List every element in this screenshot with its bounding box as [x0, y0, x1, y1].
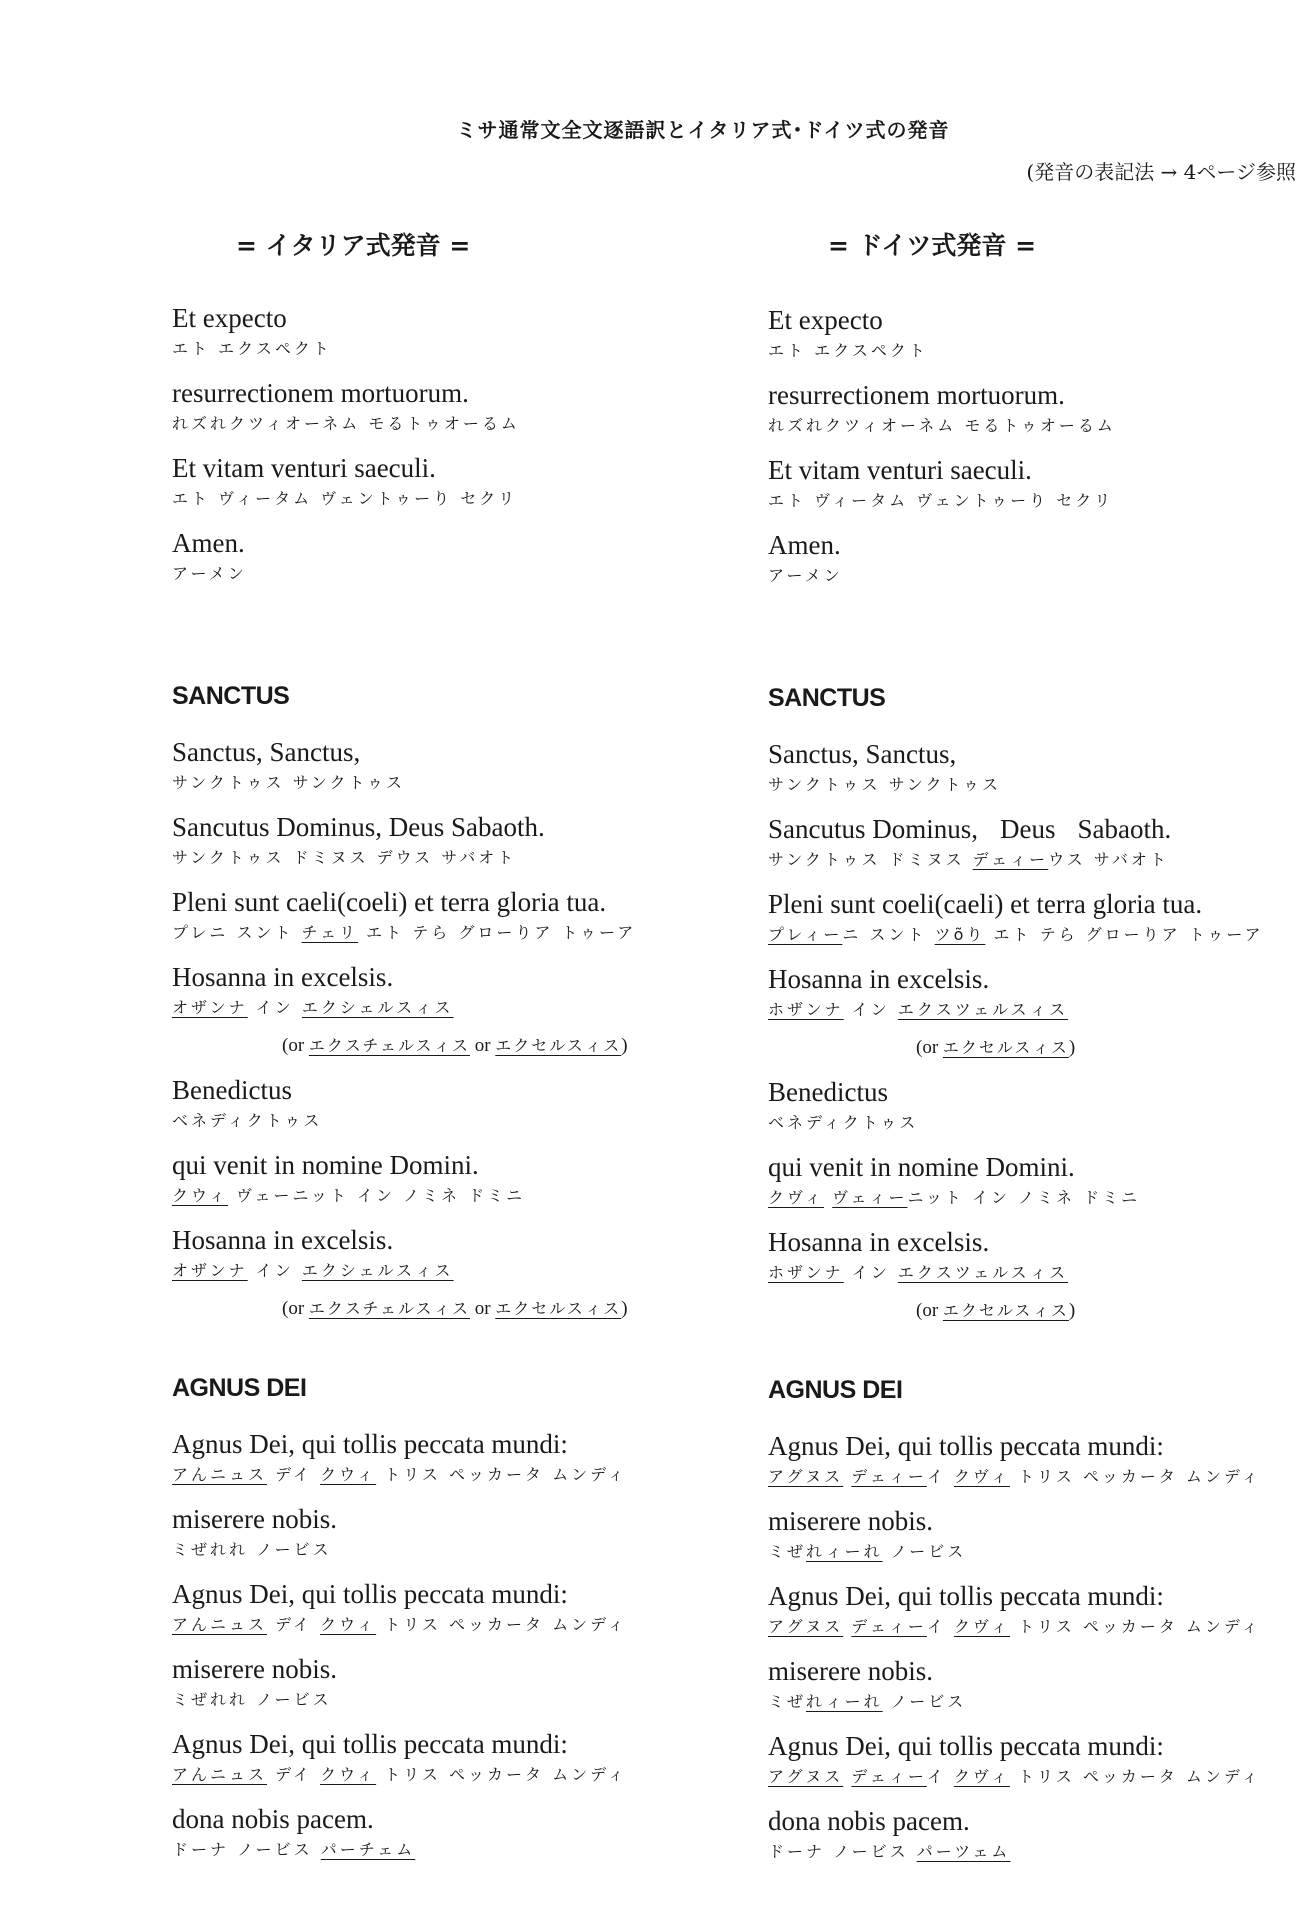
kana-underlined: デェィー [972, 850, 1049, 869]
kana-underlined: パーチェム [320, 1840, 416, 1859]
kana-text: ミぜ [768, 1692, 807, 1711]
kana-line: アーメン [172, 564, 247, 583]
kana-line [768, 1615, 1296, 1653]
latin-line: Amen. [768, 530, 841, 560]
kana-text: イン [247, 1261, 302, 1280]
kana-underlined: オザンナ [172, 998, 248, 1017]
kana-underlined: デェィー [851, 1467, 927, 1486]
alt-close: ) [1068, 1037, 1076, 1058]
latin-text: Deus [1000, 814, 1056, 844]
alt-open: (or [916, 1037, 943, 1058]
kana-underlined: デェィー [851, 1617, 927, 1636]
kana-line [172, 1259, 732, 1297]
kana-text: トリス ペッカータ ムンディ [376, 1765, 627, 1784]
kana-line [172, 996, 732, 1034]
alt-open: (or [282, 1298, 309, 1319]
kana-underlined: エクシェルスィス [301, 998, 454, 1017]
latin-line: Benedictus [172, 1075, 292, 1105]
latin-line: dona nobis pacem. [768, 1806, 970, 1836]
latin-line: miserere nobis. [172, 1504, 337, 1534]
kana-text [824, 1188, 832, 1207]
kana-line: サンクトゥス ドミヌス デウス サバオト [172, 848, 517, 867]
latin-line: Hosanna in excelsis. [768, 1227, 990, 1257]
kana-line: ベネディクトゥス [172, 1111, 323, 1130]
latin-text: Sabaoth. [1077, 814, 1172, 844]
latin-line: miserere nobis. [768, 1506, 933, 1536]
kana-line [768, 923, 1296, 961]
kana-text: トリス ペッカータ ムンディ [1009, 1467, 1261, 1486]
kana-line [768, 1261, 1296, 1299]
kana-underlined: アんニュス [172, 1465, 268, 1484]
kana-line: ベネディクトゥス [768, 1113, 919, 1132]
notation-note: (発音の表記法 → 4ページ参照 [1026, 160, 1296, 184]
latin-line: Pleni sunt caeli(coeli) et terra gloria tua. [172, 887, 607, 917]
kana-underlined: プレィー [768, 925, 843, 944]
latin-line: Et expecto [172, 303, 287, 333]
latin-line: Et vitam venturi saeculi. [172, 453, 436, 483]
kana-underlined: ホザンナ [768, 1263, 844, 1282]
kana-line: れズれクツィオーネム モるトゥオーるム [172, 414, 520, 433]
sanctus-german [768, 682, 1296, 1337]
kana-text: イ [926, 1467, 954, 1486]
kana-line [172, 1763, 732, 1801]
latin-line: Et expecto [768, 305, 883, 335]
kana-text: エト テら グローりア トゥーア [985, 925, 1264, 944]
section-title: SANCTUS [172, 682, 290, 710]
kana-underlined: クウィ [172, 1186, 229, 1205]
kana-text: プレニ スント [172, 923, 302, 942]
kana-line [768, 1765, 1296, 1803]
alternative-line [172, 1297, 732, 1335]
kana-text: サンクトゥス ドミヌス [768, 850, 973, 869]
latin-line: Agnus Dei, qui tollis peccata mundi: [172, 1729, 568, 1759]
kana-line [768, 848, 1296, 886]
kana-line [768, 1186, 1296, 1224]
latin-line: qui venit in nomine Domini. [768, 1152, 1075, 1182]
kana-underlined: クヴィ [953, 1767, 1010, 1786]
latin-line: Pleni sunt coeli(caeli) et terra gloria tua. [768, 889, 1203, 919]
latin-line: miserere nobis. [172, 1654, 337, 1684]
kana-text: ノービス [882, 1542, 967, 1561]
kana-underlined: アグヌス [768, 1467, 844, 1486]
kana-text: ノービス [882, 1692, 967, 1711]
kana-underlined: ヴェィー [832, 1188, 908, 1207]
kana-underlined: ホザンナ [768, 1000, 844, 1019]
latin-line: dona nobis pacem. [172, 1804, 374, 1834]
kana-line: ミぜれれ ノービス [172, 1690, 332, 1709]
kana-underlined: エクセルスィス [495, 1299, 622, 1318]
section-title: SANCTUS [768, 684, 886, 712]
section-title: AGNUS DEI [768, 1376, 903, 1404]
latin-line: Et vitam venturi saeculi. [768, 455, 1032, 485]
alt-or: or [469, 1298, 496, 1319]
kana-text: ミぜ [768, 1542, 807, 1561]
kana-line [768, 998, 1296, 1036]
kana-text: デイ [267, 1765, 321, 1784]
kana-text: ニ スント [842, 925, 935, 944]
kana-line: エト エクスペクト [172, 339, 332, 358]
kana-line [172, 921, 732, 959]
kana-line: ミぜれれ ノービス [172, 1540, 332, 1559]
agnus-dei-italian [172, 1372, 732, 1876]
latin-line: resurrectionem mortuorum. [172, 378, 469, 408]
alternative-line [768, 1036, 1296, 1074]
kana-underlined: エクスツェルスィス [897, 1000, 1069, 1019]
kana-line [172, 1184, 732, 1222]
kana-text: ニット イン ノミネ ドミニ [907, 1188, 1141, 1207]
kana-text: トリス ペッカータ ムンディ [1009, 1617, 1261, 1636]
kana-underlined: チェリ [301, 923, 359, 942]
kana-underlined: ツõり [934, 925, 986, 944]
kana-line: アーメン [768, 566, 843, 585]
kana-text: イ [926, 1617, 954, 1636]
kana-underlined: エクスチェルスィス [308, 1036, 470, 1055]
kana-line: れズれクツィオーネム モるトゥオーるム [768, 416, 1116, 435]
latin-line: Amen. [172, 528, 245, 558]
latin-line [768, 811, 1296, 848]
kana-line [768, 1690, 1296, 1728]
kana-underlined: クウィ [320, 1765, 377, 1784]
kana-underlined: エクスツェルスィス [897, 1263, 1069, 1282]
latin-line: Sanctus, Sanctus, [768, 739, 957, 769]
agnus-dei-german [768, 1374, 1296, 1878]
kana-text: ウス サバオト [1048, 850, 1169, 869]
kana-underlined: オザンナ [172, 1261, 248, 1280]
latin-line: Hosanna in excelsis. [172, 962, 394, 992]
kana-line [768, 1840, 1296, 1878]
kana-text: トリス ペッカータ ムンディ [376, 1615, 627, 1634]
alternative-line [172, 1034, 732, 1072]
latin-line: Sanctus, Sanctus, [172, 737, 361, 767]
kana-underlined: クウィ [320, 1465, 377, 1484]
alt-open: (or [916, 1300, 943, 1321]
kana-underlined: エクシェルスィス [301, 1261, 454, 1280]
kana-underlined: パーツェム [916, 1842, 1011, 1861]
kana-underlined: アんニュス [172, 1615, 268, 1634]
alternative-line [768, 1299, 1296, 1337]
kana-text: エト テら グローりア トゥーア [358, 923, 637, 942]
document-title: ミサ通常文全文逐語訳とイタリア式･ドイツ式の発音 [456, 118, 950, 142]
kana-underlined: アんニュス [172, 1765, 268, 1784]
kana-underlined: れィーれ [806, 1692, 883, 1711]
latin-line: Agnus Dei, qui tollis peccata mundi: [768, 1581, 1164, 1611]
kana-text: ヴェーニット イン ノミネ ドミニ [228, 1186, 526, 1205]
latin-line: Hosanna in excelsis. [768, 964, 990, 994]
latin-line: resurrectionem mortuorum. [768, 380, 1065, 410]
alt-close: ) [621, 1298, 628, 1319]
kana-underlined: クヴィ [953, 1617, 1010, 1636]
kana-line [768, 1540, 1296, 1578]
kana-text: イ [926, 1767, 954, 1786]
italian-heading: = イタリア式発音 = [236, 231, 471, 260]
kana-underlined: エクセルスィス [495, 1036, 622, 1055]
kana-underlined: エクセルスィス [942, 1038, 1069, 1057]
kana-line: エト ヴィータム ヴェントゥーり セクリ [768, 491, 1114, 510]
kana-underlined: クヴィ [953, 1467, 1010, 1486]
kana-underlined: エクスチェルスィス [308, 1299, 470, 1318]
kana-text: ドーナ ノービス [768, 1842, 917, 1861]
kana-underlined: エクセルスィス [942, 1301, 1069, 1320]
kana-line: エト エクスペクト [768, 341, 928, 360]
alt-open: (or [282, 1035, 309, 1056]
kana-underlined: アグヌス [768, 1767, 844, 1786]
latin-line: Agnus Dei, qui tollis peccata mundi: [768, 1731, 1164, 1761]
kana-line: サンクトゥス サンクトゥス [768, 775, 1002, 794]
german-heading: = ドイツ式発音 = [828, 231, 1037, 260]
kana-line [172, 1613, 732, 1651]
kana-text: イン [247, 998, 302, 1017]
latin-text: Sancutus Dominus, [768, 814, 979, 844]
latin-line: Agnus Dei, qui tollis peccata mundi: [172, 1429, 568, 1459]
latin-line: Hosanna in excelsis. [172, 1225, 394, 1255]
kana-line: エト ヴィータム ヴェントゥーり セクリ [172, 489, 518, 508]
latin-line: miserere nobis. [768, 1656, 933, 1686]
kana-underlined: デェィー [851, 1767, 927, 1786]
latin-line: Agnus Dei, qui tollis peccata mundi: [172, 1579, 568, 1609]
kana-text: トリス ペッカータ ムンディ [1009, 1767, 1261, 1786]
kana-underlined: クヴィ [768, 1188, 825, 1207]
kana-line [768, 1465, 1296, 1503]
kana-line [172, 1463, 732, 1501]
kana-text: トリス ペッカータ ムンディ [376, 1465, 627, 1484]
sanctus-italian [172, 680, 732, 1335]
kana-text: イン [843, 1263, 898, 1282]
latin-line: Sancutus Dominus, Deus Sabaoth. [172, 812, 545, 842]
latin-line: Benedictus [768, 1077, 888, 1107]
alt-or: or [469, 1035, 496, 1056]
kana-line [172, 1838, 732, 1876]
alt-close: ) [621, 1035, 628, 1056]
alt-close: ) [1068, 1300, 1076, 1321]
latin-line: qui venit in nomine Domini. [172, 1150, 479, 1180]
section-title: AGNUS DEI [172, 1374, 307, 1402]
kana-text: デイ [267, 1465, 321, 1484]
kana-line: サンクトゥス サンクトゥス [172, 773, 406, 792]
kana-underlined: アグヌス [768, 1617, 844, 1636]
latin-line: Agnus Dei, qui tollis peccata mundi: [768, 1431, 1164, 1461]
credo-end-italian [172, 300, 732, 600]
kana-underlined: クウィ [320, 1615, 377, 1634]
kana-text: デイ [267, 1615, 321, 1634]
kana-text: ドーナ ノービス [172, 1840, 321, 1859]
kana-text: イン [843, 1000, 898, 1019]
credo-end-german [768, 302, 1296, 602]
kana-underlined: れィーれ [806, 1542, 883, 1561]
